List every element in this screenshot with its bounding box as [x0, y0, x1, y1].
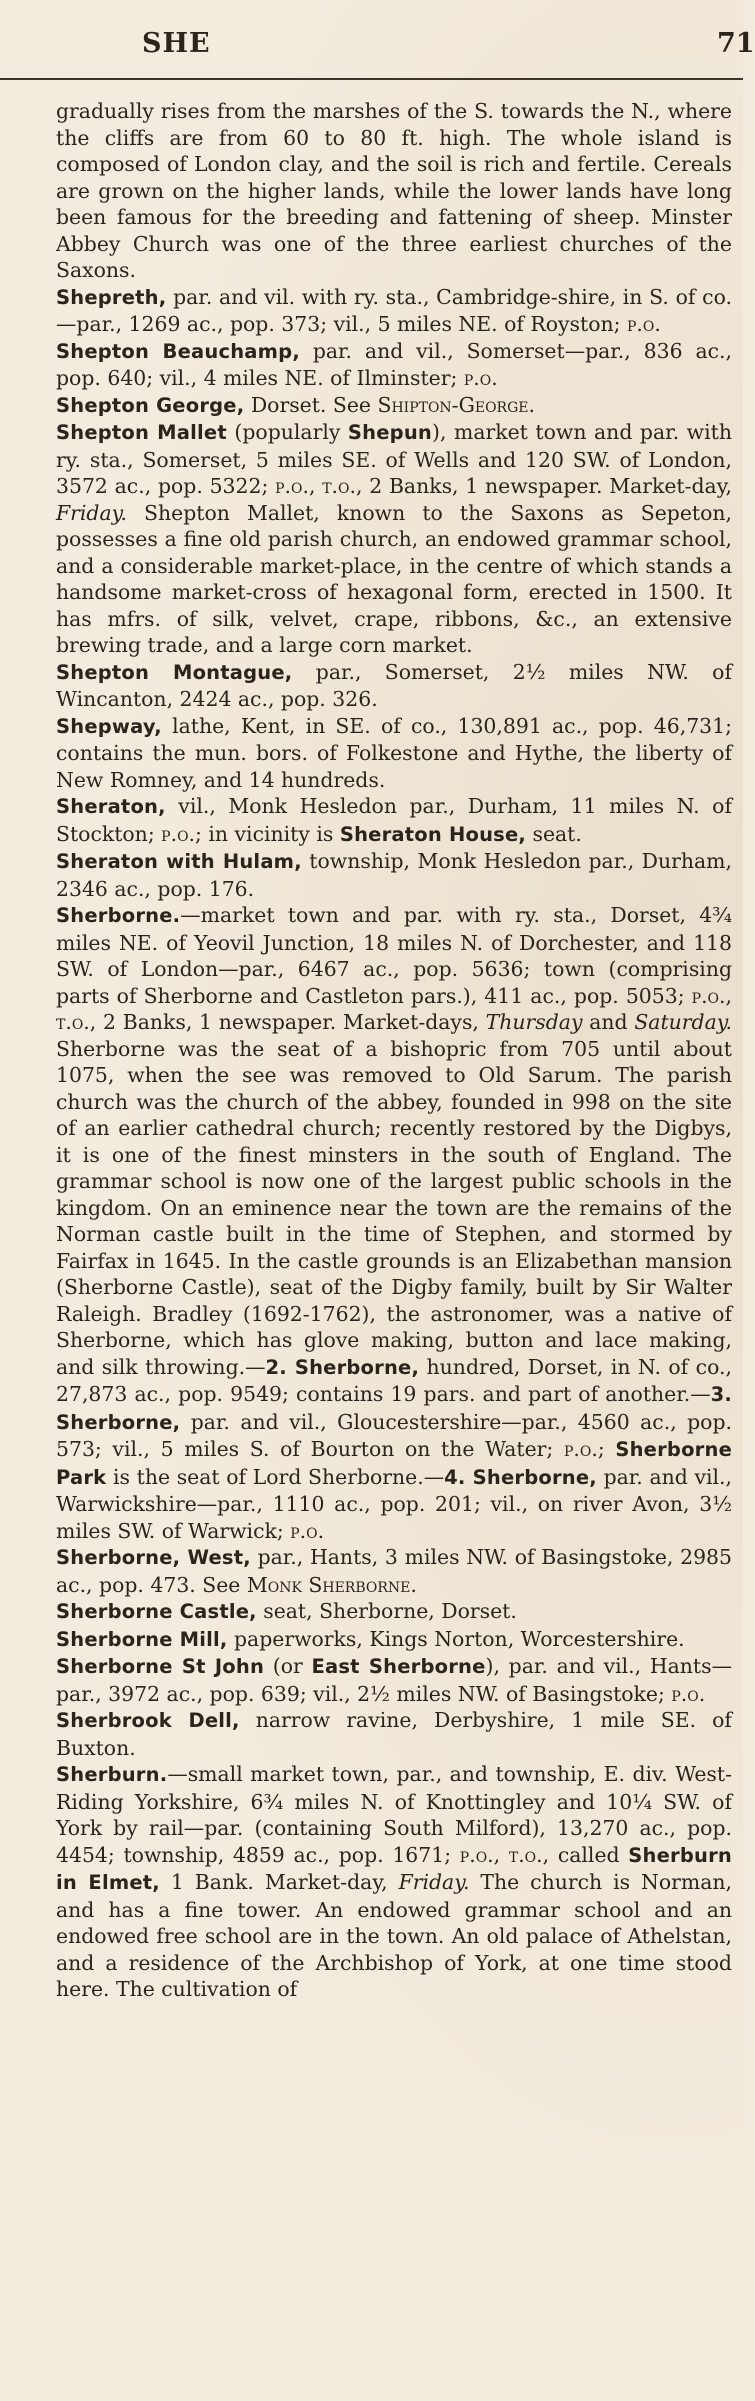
entry-sherborne-castle: [56, 1598, 732, 1626]
small-caps-text: p.o., t.o.,: [56, 983, 732, 1034]
small-caps-text: p.o.: [626, 312, 661, 336]
headword: 2. Sherborne,: [265, 1355, 420, 1379]
headword: Sheraton,: [56, 795, 166, 818]
entry-text: (popularly: [226, 420, 348, 444]
entry-text: ), par. and vil., Hants—par., 3972 ac., pop. 639; vil., 2½ miles NW. of Basingstoke;: [56, 1654, 732, 1706]
entry-text: (or: [264, 1654, 312, 1678]
entry-text: called: [549, 1842, 629, 1867]
headword: Sherburn.: [56, 1763, 168, 1786]
entry-text: 2 Banks, 1 newspaper. Market-day,: [362, 474, 732, 498]
entry-text: township, Monk Hesledon par., Durham, 2346 ac., pop. 176.: [56, 849, 733, 901]
small-caps-text: p.o.: [463, 366, 498, 390]
headword: Sherborne St John: [56, 1655, 265, 1678]
small-caps-text: p.o.: [671, 1681, 706, 1706]
entry-text: ; in vicinity is: [195, 821, 340, 846]
entry-text: vil., Monk Hesledon par., Durham, 11 miles N. of Stockton;: [56, 794, 732, 846]
entry-text: Dorset. See: [244, 392, 378, 417]
entry-continuation: [56, 98, 732, 284]
entry-text: narrow ravine, Derbyshire, 1 mile SE. of Buxton.: [56, 1708, 732, 1760]
headword: Sheraton with Hulam,: [56, 850, 302, 873]
headword: Sherbrook Dell,: [56, 1709, 240, 1732]
page-number: 71: [717, 28, 755, 59]
entry-shepton-beauchamp: [56, 338, 732, 392]
small-caps-text: p.o., t.o.,: [459, 1842, 550, 1867]
small-caps-text: p.o.: [161, 821, 196, 846]
headword: Shepton Montague,: [56, 660, 293, 684]
italic-text: Thursday: [485, 1010, 583, 1034]
entry-text: par., Hants, 3 miles NW. of Basingstoke, 2985 ac., pop. 473. See: [56, 1545, 732, 1597]
entry-text: The church is Norman, and has a fine tower. An endowed grammar school and an endowed free school are in the town. An old palace of Athelstan, and a residence of the Archbishop of York, at one time stood here. The cultivation of: [56, 1870, 732, 2001]
entry-shepreth: [56, 284, 732, 338]
entry-text: seat.: [526, 821, 582, 846]
headword: Sheraton House,: [339, 822, 526, 846]
headword: Shepway,: [56, 714, 162, 738]
headword: Sherborne Mill,: [56, 1627, 228, 1651]
headword: Shepun: [347, 421, 432, 444]
headword: Sherborne, West,: [56, 1546, 251, 1569]
entry-sherborne-mill: [56, 1626, 732, 1654]
entry-text: ), market town and par. with ry. sta., Somerset, 5 miles SE. of Wells and 120 SW. of London, 3572 ac., pop. 5322;: [56, 420, 732, 498]
entry-text: paperworks, Kings Norton, Worcestershire.: [227, 1626, 685, 1651]
entry-text: gradually rises from the marshes of the S. towards the N., where the cliffs are from 60 to 80 ft. high. The whole island is composed of London clay, and the soil is rich and fertile. Cereals are grown on the higher lands, while the lower lands have long been famous for the breeding and fattening of sheep. Minster Abbey Church was one of the three earliest churches of the Saxons.: [56, 99, 732, 282]
entry-sherborne: [56, 902, 732, 1544]
entry-text: —small market town, par., and township, E. div. West-Riding Yorkshire, 6¾ miles N. of Knottingley and 10¼ SW. of York by rail—par. (containing South Milford), 13,270 ac., pop. 4454; township, 4859 ac., pop. 1671;: [56, 1762, 732, 1867]
running-head: SHE: [142, 28, 211, 59]
italic-text: Friday.: [56, 500, 127, 525]
headword: Shepton Mallet: [56, 421, 227, 444]
entry-text: par. and vil. with ry. sta., Cambridge-shire, in S. of co.—par., 1269 ac., pop. 373; vil., 5 miles NE. of Royston;: [56, 284, 732, 336]
entry-text: 2 Banks, 1 newspaper. Market-days,: [96, 1010, 486, 1034]
entry-text: hundred, Dorset, in N. of co., 27,873 ac., pop. 9549; contains 19 pars. and part of another.—: [56, 1354, 732, 1406]
headword: Sherborne.: [56, 904, 181, 927]
entry-text: par. and vil., Warwickshire—par., 1110 ac., pop. 201; vil., on river Avon, 3½ miles SW. of Warwick;: [56, 1464, 732, 1543]
entry-sherborne-st-john: [56, 1653, 732, 1707]
entry-text: par., Somerset, 2½ miles NW. of Wincanton, 2424 ac., pop. 326.: [56, 659, 732, 711]
small-caps-text: Monk Sherborne.: [246, 1572, 417, 1597]
entry-text: par. and vil., Somerset—par., 836 ac., pop. 640; vil., 4 miles NE. of Ilminster;: [56, 338, 733, 390]
small-caps-text: Shipton-George.: [377, 392, 535, 417]
italic-text: Friday.: [398, 1870, 470, 1894]
page-header: [0, 0, 755, 80]
entry-sheraton-with-hulam: [56, 848, 732, 902]
entry-shepton-mallet: [56, 419, 732, 659]
entry-sheraton: [56, 793, 732, 848]
headword: East Sherborne: [311, 1655, 486, 1678]
headword: Sherborne Castle,: [56, 1600, 257, 1623]
small-caps-text: p.o.: [290, 1518, 325, 1543]
headword: 3. Sherborne,: [56, 1383, 732, 1434]
entry-text: is the seat of Lord Sherborne.—: [106, 1464, 445, 1489]
headword: Sherburn in Elmet,: [56, 1843, 733, 1894]
entry-text: ;: [597, 1437, 616, 1461]
gazetteer-text-column: [56, 98, 732, 2003]
entry-sherborne-west: [56, 1544, 732, 1598]
italic-text: Saturday.: [634, 1010, 733, 1034]
entry-shepton-george: [56, 392, 732, 420]
headword: Shepton Beauchamp,: [56, 339, 300, 363]
entry-shepway: [56, 713, 732, 794]
small-caps-text: p.o.: [563, 1437, 598, 1461]
headword: Sherborne Park: [56, 1438, 732, 1489]
header-rule: [0, 78, 743, 80]
headword: Shepton George,: [56, 393, 245, 417]
entry-shepton-montague: [56, 659, 732, 713]
entry-text: —market town and par. with ry. sta., Dorset, 4¾ miles NE. of Yeovil Junction, 18 miles N. of Dorchester, and 118 SW. of London—par., 6467 ac., pop. 5636; town (comprising parts of Sherborne and Castleton pars.), 411 ac., pop. 5053;: [56, 903, 732, 1008]
entry-text: Sherborne was the seat of a bishopric from 705 until about 1075, when the see was removed to Old Sarum. The parish church was the church of the abbey, founded in 998 on the site of an earlier cathedral church; recently restored by the Digbys, it is one of the finest minsters in the south of England. The grammar school is now one of the largest public schools in the kingdom. On an eminence near the town are the remains of the Norman castle built in the time of Stephen, and stormed by Fairfax in 1645. In the castle grounds is an Elizabethan mansion (Sherborne Castle), seat of the Digby family, built by Sir Walter Raleigh. Bradley (1692-1762), the astronomer, was a native of Sherborne, which has glove making, button and lace making, and silk throwing.—: [56, 1036, 732, 1379]
entry-text: Shepton Mallet, known to the Saxons as Sepeton, possesses a fine old parish church, an endowed grammar school, and a considerable market-place, in the centre of which stands a handsome market-cross of hexagonal form, erected in 1500. It has mfrs. of silk, velvet, crape, ribbons, &c., an extensive brewing trade, and a large corn market.: [56, 500, 732, 657]
headword: Shepreth,: [56, 285, 167, 309]
entry-text: and: [582, 1010, 635, 1034]
entry-text: 1 Bank. Market-day,: [159, 1870, 399, 1894]
entry-sherbrook-dell: [56, 1707, 732, 1761]
entry-text: seat, Sherborne, Dorset.: [256, 1599, 517, 1623]
small-caps-text: p.o., t.o.,: [275, 474, 363, 498]
headword: 4. Sherborne,: [444, 1465, 597, 1489]
entry-text: lathe, Kent, in SE. of co., 130,891 ac., pop. 46,731; contains the mun. bors. of Folkestone and Hythe, the liberty of New Romney, and 14 hundreds.: [56, 713, 732, 792]
entry-sherburn: [56, 1761, 732, 2003]
entry-text: par. and vil., Gloucestershire—par., 4560 ac., pop. 573; vil., 5 miles S. of Bourton on the Water;: [56, 1409, 732, 1461]
